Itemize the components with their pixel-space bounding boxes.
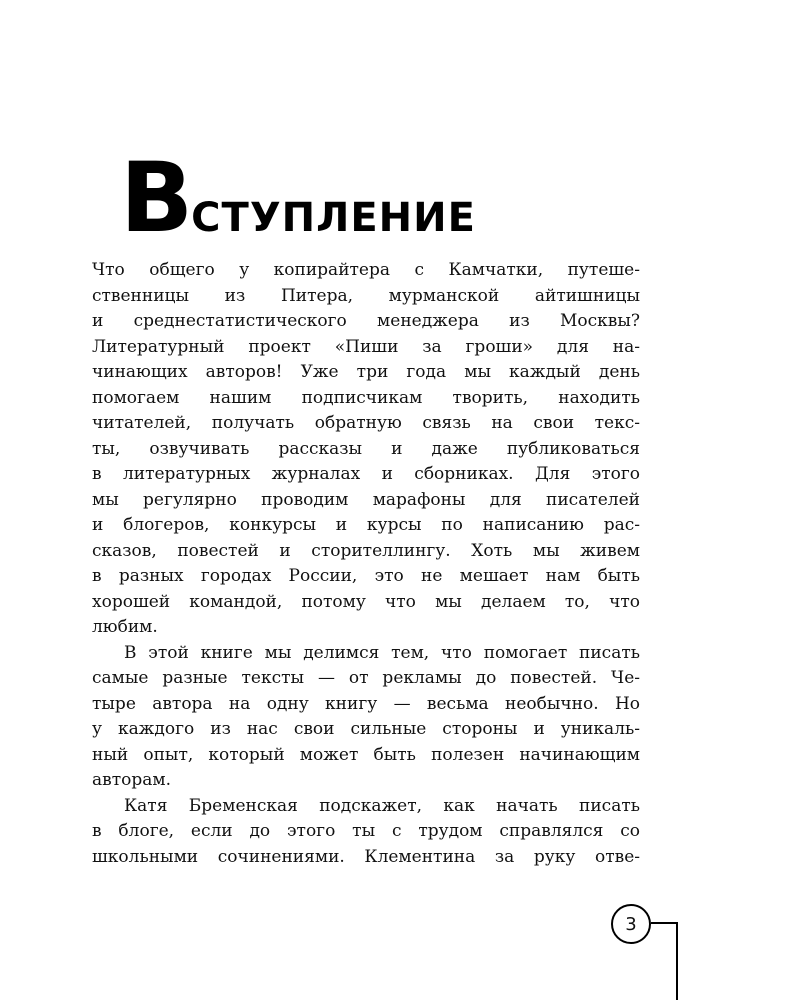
chapter-title-drop-cap: В [120,142,192,254]
text-line: и среднестатистического менеджера из Москвы? [92,311,640,331]
text-line: Катя Бременская подскажет, как начать писать [124,795,640,816]
text-line: помогаем нашим подписчикам творить, находить [92,387,640,408]
text-line: самые разные тексты — от рекламы до повестей. Че- [92,668,640,688]
text-line: у каждого из нас свои сильные стороны и уникаль- [92,719,640,739]
text-line: в литературных журналах и сборниках. Для этого [92,464,640,484]
page-number-rule-vertical [676,922,678,1000]
text-line: тыре автора на одну книгу — весьма необычно. Но [92,693,640,714]
chapter-title [120,142,476,254]
text-line: авторам. [92,770,171,790]
page-number: 3 [611,904,651,944]
text-line: в блоге, если до этого ты с трудом справлялся со [92,821,640,841]
text-line: мы регулярно проводим марафоны для писателей [92,489,640,510]
text-line: и блогеров, конкурсы и курсы по написанию рас- [92,515,640,535]
text-line: ты, озвучивать рассказы и даже публиковаться [92,438,640,459]
text-line: В этой книге мы делимся тем, что помогает писать [124,642,640,663]
text-line: чинающих авторов! Уже три года мы каждый день [92,362,640,382]
text-line: в разных городах России, это не мешает нам быть [92,566,640,586]
chapter-title-rest: СТУПЛЕНИЕ [191,195,476,241]
text-line: читателей, получать обратную связь на свои текс- [92,413,640,433]
text-line: ный опыт, который может быть полезен начинающим [92,744,640,765]
text-line: ственницы из Питера, мурманской айтишницы [92,285,640,306]
text-line: сказов, повестей и сторителлингу. Хоть мы живем [92,540,640,561]
text-line: Литературный проект «Пиши за гроши» для на- [92,336,640,357]
text-line: Что общего у копирайтера с Камчатки, путеше- [92,260,640,280]
text-line: любим. [92,617,158,637]
body-text [92,258,640,870]
text-line: школьными сочинениями. Клементина за руку отве- [92,846,640,867]
page-number-rule-horizontal [651,922,678,924]
text-line: хорошей командой, потому что мы делаем то, что [92,591,640,612]
